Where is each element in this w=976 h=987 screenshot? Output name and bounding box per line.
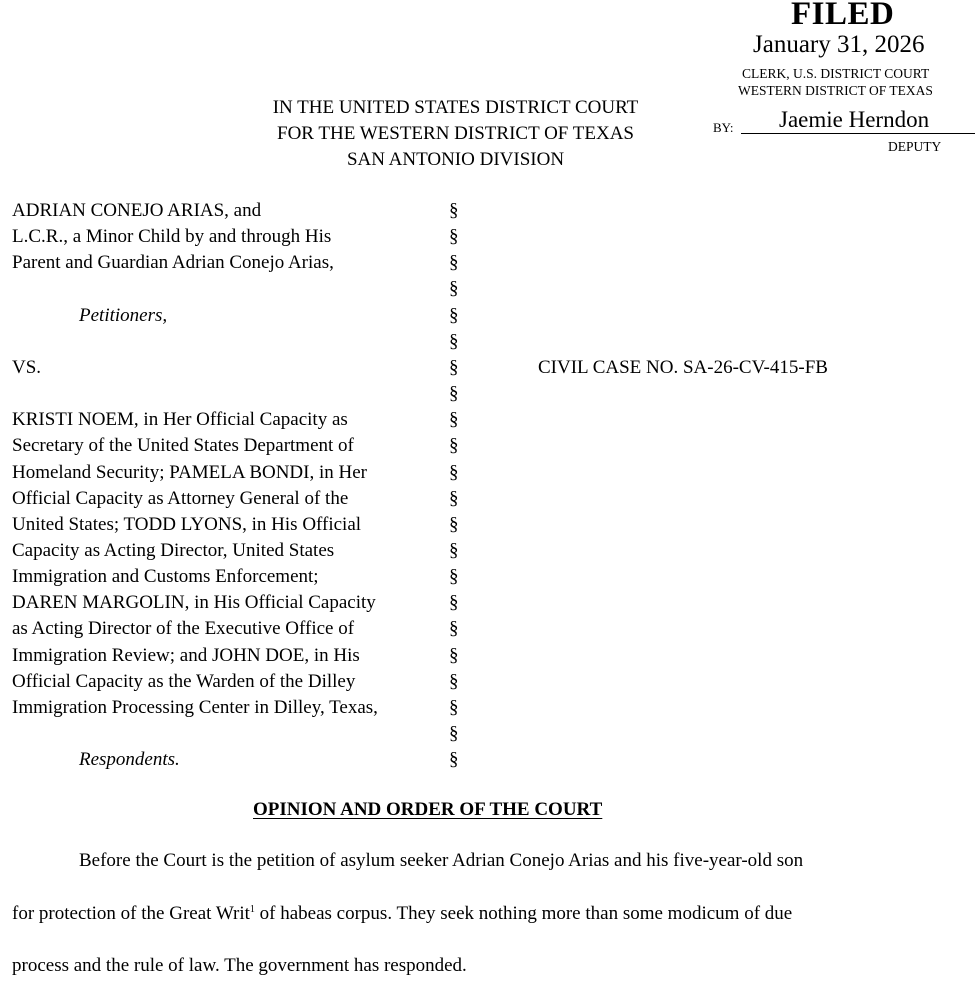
section-symbol: § xyxy=(449,200,459,221)
caption-line: Homeland Security; PAMELA BONDI, in Her xyxy=(12,462,367,483)
opinion-line-2-start: for protection of the Great Writ xyxy=(12,903,250,924)
section-symbol: § xyxy=(449,278,459,299)
footnote-marker: 1 xyxy=(249,904,255,915)
court-division: SAN ANTONIO DIVISION xyxy=(346,149,565,170)
signature-line xyxy=(741,133,975,134)
caption-line: DAREN MARGOLIN, in His Official Capacity xyxy=(12,592,376,613)
caption-line: Capacity as Acting Director, United States xyxy=(12,540,335,561)
section-symbol: § xyxy=(449,357,459,378)
section-symbol: § xyxy=(449,645,459,666)
section-symbol: § xyxy=(449,514,459,535)
section-symbol: § xyxy=(449,226,459,247)
deputy-label: DEPUTY xyxy=(888,139,942,154)
caption-line: United States; TODD LYONS, in His Official xyxy=(12,514,362,535)
clerk-label: CLERK, U.S. DISTRICT COURT xyxy=(742,66,930,81)
caption-line: as Acting Director of the Executive Office of xyxy=(12,618,355,639)
caption-line: Official Capacity as Attorney General of the xyxy=(12,488,349,509)
caption-line: ADRIAN CONEJO ARIAS, and xyxy=(12,200,262,221)
caption-line: Respondents. xyxy=(79,749,180,770)
deputy-signer-name: Jaemie Herndon xyxy=(779,107,930,132)
caption-line: Immigration and Customs Enforcement; xyxy=(12,566,319,587)
section-symbol: § xyxy=(449,435,459,456)
opinion-paragraph-line-1: Before the Court is the petition of asylum seeker Adrian Conejo Arias and his five-year-old son xyxy=(79,850,804,871)
opinion-paragraph-line-2 xyxy=(12,903,792,925)
section-symbol: § xyxy=(449,462,459,483)
section-symbol: § xyxy=(449,383,459,404)
section-symbol: § xyxy=(449,540,459,561)
section-symbol: § xyxy=(449,331,459,352)
section-symbol: § xyxy=(449,592,459,613)
caption-line: Immigration Review; and JOHN DOE, in His xyxy=(12,645,360,666)
section-symbol: § xyxy=(449,566,459,587)
section-symbol: § xyxy=(449,305,459,326)
caption-line: Petitioners, xyxy=(79,305,168,326)
case-number: CIVIL CASE NO. SA-26-CV-415-FB xyxy=(538,357,828,378)
filed-date: January 31, 2026 xyxy=(753,31,925,58)
caption-line: Secretary of the United States Department of xyxy=(12,435,354,456)
section-symbol: § xyxy=(449,618,459,639)
caption-line: KRISTI NOEM, in Her Official Capacity as xyxy=(12,409,348,430)
caption-line: Parent and Guardian Adrian Conejo Arias, xyxy=(12,252,334,273)
section-symbol: § xyxy=(449,409,459,430)
caption-line: Official Capacity as the Warden of the Dilley xyxy=(12,671,356,692)
section-symbol: § xyxy=(449,252,459,273)
opinion-title: OPINION AND ORDER OF THE COURT xyxy=(253,799,603,820)
court-name: IN THE UNITED STATES DISTRICT COURT xyxy=(272,97,639,118)
section-symbol: § xyxy=(449,723,459,744)
section-symbol: § xyxy=(449,697,459,718)
section-symbol: § xyxy=(449,671,459,692)
caption-line: VS. xyxy=(12,357,42,378)
by-label: BY: xyxy=(713,120,734,135)
caption-line: Immigration Processing Center in Dilley, Texas, xyxy=(12,697,378,718)
court-district: FOR THE WESTERN DISTRICT OF TEXAS xyxy=(277,123,634,144)
opinion-line-2-end: of habeas corpus. They seek nothing more than some modicum of due xyxy=(254,903,793,924)
district-label: WESTERN DISTRICT OF TEXAS xyxy=(738,83,933,98)
section-symbol: § xyxy=(449,749,459,770)
filed-stamp-title: FILED xyxy=(791,0,895,32)
opinion-paragraph-line-3: process and the rule of law. The government has responded. xyxy=(12,955,467,976)
caption-line: L.C.R., a Minor Child by and through His xyxy=(12,226,332,247)
section-symbol: § xyxy=(449,488,459,509)
